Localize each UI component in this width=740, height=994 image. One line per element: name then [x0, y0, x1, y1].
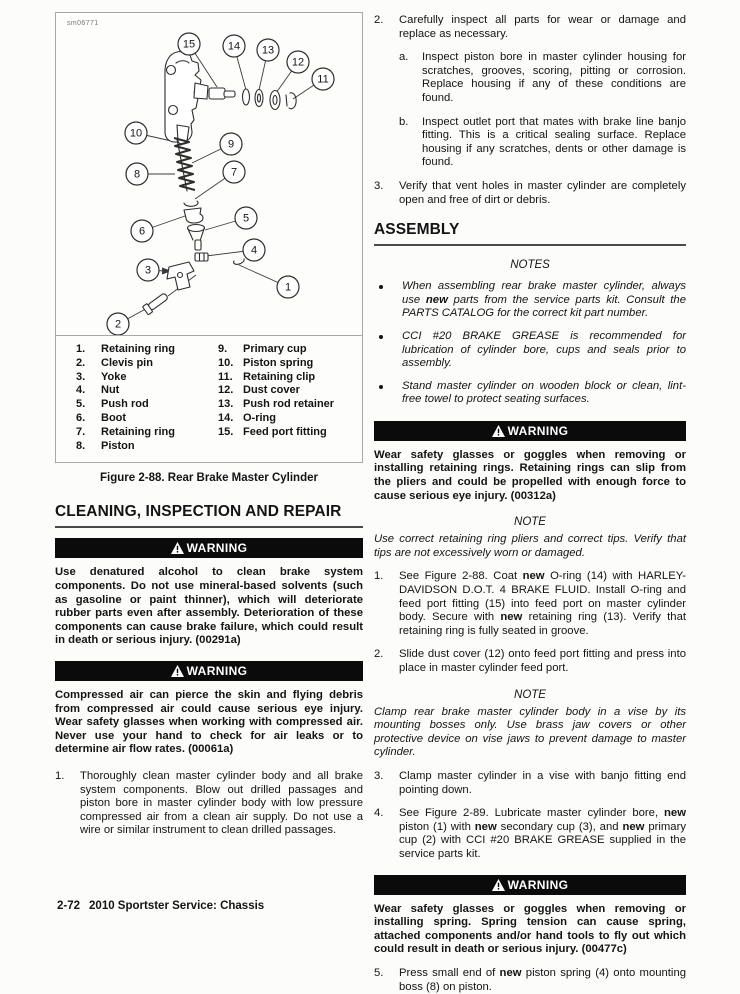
part-name: Retaining ring	[101, 343, 175, 355]
part-name: O-ring	[243, 411, 276, 424]
step-text: Clamp master cylinder in a vise with banjo fitting end pointing down.	[399, 769, 686, 796]
numbered-step: 5. Press small end of new piston spring (4) onto mounting boss (8) on piston.	[374, 966, 687, 993]
callout	[126, 163, 148, 185]
feed-port-fitting-parts	[209, 88, 296, 110]
part-item: 6. Boot	[76, 411, 127, 424]
page-footer	[57, 900, 264, 912]
warning-text: Use denatured alcohol to clean brake system components. Do not use mineral-based solvents (such as gasoline or paint thinner), which will deteriorate rubber parts even after assembly. Deterioration of these components can cause brake failure, which could result in death or serious injury. (00291a)	[55, 566, 363, 647]
warning-banner	[374, 875, 686, 895]
figure-code: sm06771	[67, 20, 99, 27]
parts-column-2	[218, 343, 362, 453]
svg-text:1: 1	[284, 281, 292, 294]
part-item: 10. Piston spring	[218, 356, 314, 369]
warning-triangle-icon	[492, 879, 505, 891]
step-text: Slide dust cover (12) onto feed port fitting and press into place in master cylinder feed port.	[399, 648, 686, 674]
note-label: NOTE	[514, 688, 546, 701]
svg-text:8: 8	[133, 168, 141, 181]
svg-text:11: 11	[317, 73, 329, 86]
callout	[223, 35, 245, 57]
part-name: Primary cup	[243, 343, 307, 355]
svg-text:2: 2	[114, 318, 122, 331]
part-name: Feed port fitting	[243, 425, 327, 438]
warning-label: WARNING	[507, 423, 569, 438]
svg-text:14: 14	[227, 40, 241, 53]
part-name: Yoke	[101, 370, 127, 383]
part-name: Push rod retainer	[243, 398, 335, 411]
svg-text:10: 10	[129, 127, 143, 140]
part-name: Boot	[101, 411, 127, 424]
retaining-ring-7	[184, 201, 198, 206]
right-column	[374, 12, 687, 993]
clevis-pin-2	[142, 291, 169, 314]
part-item: 7. Retaining ring	[76, 425, 175, 438]
svg-text:4: 4	[250, 244, 258, 257]
note-bullet	[374, 380, 686, 407]
part-item: 2. Clevis pin	[76, 356, 153, 369]
step-text: Thoroughly clean master cylinder body and all brake system components. Blow out drilled passages and piston bore in master cylinder body with low pressure compressed air from a clean air supply. Do not use a wire or similar instrument to clean drilled passages.	[80, 769, 363, 837]
warning-triangle-icon	[171, 542, 184, 554]
svg-text:9: 9	[227, 138, 235, 151]
numbered-step: 1. See Figure 2-88. Coat new O-ring (14) with HARLEY-DAVIDSON D.O.T. 4 BRAKE FLUID. Install O-ring and feed port fitting (15) into feed port on master cylinder body. Secure with new retaining ring (13). Verify that retaining ring is fully seated in groove.	[374, 570, 686, 637]
callout	[220, 133, 242, 155]
part-item: 9. Primary cup	[218, 343, 307, 355]
svg-text:6: 6	[138, 225, 146, 238]
left-column	[55, 12, 363, 955]
svg-text:7: 7	[230, 166, 238, 179]
substep-text: Inspect piston bore in master cylinder housing for scratches, grooves, scoring, pitting or corrosion. Replace housing if any of these conditions are found.	[422, 51, 686, 104]
svg-text:13: 13	[261, 44, 275, 57]
svg-text:15: 15	[182, 38, 196, 51]
part-item: 15. Feed port fitting	[218, 425, 327, 438]
bullet-text: When assembling rear brake master cylinder, always use new parts from the service parts kit. Consult the PARTS CATALOG for the correct kit part number.	[402, 280, 686, 320]
lettered-substep: b. Inspect outlet port that mates with brake line banjo fitting. This is a critical sealing surface. Replace housing if any scratches, dents or other damage is found.	[399, 115, 686, 169]
callout	[178, 33, 200, 55]
numbered-step: 2. Slide dust cover (12) onto feed port fitting and press into place in master cylinder feed port.	[374, 648, 686, 674]
note-label: NOTE	[514, 516, 546, 529]
numbered-step: 3. Clamp master cylinder in a vise with banjo fitting end pointing down.	[374, 769, 686, 796]
note-bullet	[374, 280, 686, 321]
numbered-step: 2. Carefully inspect all parts for wear or damage and replace as necessary.	[374, 14, 686, 40]
callout	[125, 122, 147, 144]
callout	[243, 239, 265, 261]
part-item: 1. Retaining ring	[76, 343, 175, 355]
part-item: 8. Piston	[76, 439, 135, 452]
part-item: 12. Dust cover	[218, 384, 300, 397]
bullet-dot-icon	[379, 335, 383, 339]
part-item: 13. Push rod retainer	[218, 398, 335, 411]
part-item: 5. Push rod	[76, 398, 149, 411]
part-item: 11. Retaining clip	[218, 370, 316, 383]
part-name: Dust cover	[243, 384, 300, 397]
svg-text:3: 3	[144, 264, 152, 277]
boot-6	[184, 208, 203, 223]
bullet-dot-icon	[379, 385, 383, 389]
note-text: Clamp rear brake master cylinder body in a vise by its mounting bosses only. Use brass jaw covers or other protective device on vise jaws to prevent damage to master cylinder.	[374, 705, 686, 759]
footer-title: 2010 Sportster Service: Chassis	[89, 900, 265, 912]
callout	[223, 161, 245, 183]
callout	[235, 207, 257, 229]
callout	[257, 39, 279, 61]
part-name: Piston	[101, 439, 135, 452]
callout	[312, 68, 334, 90]
push-rod-5	[188, 225, 205, 251]
figure-box	[55, 12, 363, 463]
parts-column-1	[76, 343, 218, 453]
step-text: Carefully inspect all parts for wear or damage and replace as necessary.	[399, 14, 686, 40]
svg-text:12: 12	[291, 56, 305, 69]
warning-label: WARNING	[186, 541, 248, 556]
exploded-diagram-rear-brake-master-cylinder	[56, 13, 362, 335]
step-text: Verify that vent holes in master cylinder are completely open and free of dirt or debris.	[399, 179, 686, 206]
part-name: Retaining ring	[101, 425, 175, 438]
numbered-step: 4. See Figure 2-89. Lubricate master cylinder bore, new piston (1) with new secondary cup (3), and new primary cup (2) with CCI #20 BRAKE GREASE supplied in the service parts kit.	[374, 807, 687, 860]
lettered-substep: a. Inspect piston bore in master cylinder housing for scratches, grooves, scoring, pitting or corrosion. Replace housing if any of these conditions are found.	[399, 51, 686, 104]
numbered-step: 1. Thoroughly clean master cylinder body and all brake system components. Blow out drilled passages and piston bore in master cylinder body with low pressure compressed air from a clean air supply. Do not use a wire or similar instrument to clean drilled passages.	[55, 769, 363, 837]
warning-banner	[374, 421, 686, 441]
parts-list	[56, 335, 362, 462]
step-text: See Figure 2-89. Lubricate master cylinder bore, new piston (1) with new secondary cup (3), and new primary cup (2) with CCI #20 BRAKE GREASE supplied in the service parts kit.	[399, 807, 687, 860]
warning-text: Wear safety glasses or goggles when removing or installing retaining rings. Retaining rings can slip from the pliers and could be propelled with enough force to cause serious eye injury. (00312a)	[374, 448, 686, 502]
retaining-ring-1	[234, 259, 245, 264]
part-item: 3. Yoke	[76, 370, 127, 383]
note-text: Use correct retaining ring pliers and correct tips. Verify that tips are not excessively worn or damaged.	[374, 533, 686, 559]
piston-spring	[174, 138, 195, 191]
warning-banner	[55, 661, 363, 681]
warning-text: Compressed air can pierce the skin and flying debris from compressed air could cause serious eye injury. Wear safety glasses when working with compressed air. Never use your hand to check for air leaks or to determine air flow rates. (00061a)	[55, 688, 363, 756]
section-heading-assembly: ASSEMBLY	[374, 221, 686, 246]
svg-text:5: 5	[242, 212, 250, 225]
part-item: 14. O-ring	[218, 411, 276, 424]
nut-4	[195, 253, 208, 261]
part-name: Retaining clip	[243, 370, 316, 383]
warning-triangle-icon	[492, 425, 505, 437]
callout	[107, 313, 129, 335]
part-name: Piston spring	[243, 356, 314, 369]
section-heading-cleaning: CLEANING, INSPECTION AND REPAIR	[55, 503, 363, 528]
callout	[287, 51, 309, 73]
page-number: 2-72	[57, 900, 81, 912]
callout	[277, 276, 299, 298]
bullet-text: CCI #20 BRAKE GREASE is recommended for lubrication of cylinder bore, cups and seals prior to assembly.	[402, 329, 686, 370]
warning-triangle-icon	[171, 665, 184, 677]
figure-caption: Figure 2-88. Rear Brake Master Cylinder	[100, 472, 318, 485]
part-name: Push rod	[101, 398, 149, 411]
bullet-dot-icon	[379, 285, 383, 289]
notes-label: NOTES	[510, 259, 550, 272]
step-text: See Figure 2-88. Coat new O-ring (14) with HARLEY-DAVIDSON D.O.T. 4 BRAKE FLUID. Install O-ring and feed port fitting (15) into feed port on master cylinder body. Secure with new retaining ring (13). Verify that retaining ring is fully seated in groove.	[399, 570, 686, 637]
warning-label: WARNING	[186, 663, 248, 678]
step-text: Press small end of new piston spring (4) onto mounting boss (8) on piston.	[399, 966, 687, 993]
callout	[131, 220, 153, 242]
warning-banner	[55, 538, 363, 558]
master-cylinder-body	[165, 52, 208, 144]
part-item: 4. Nut	[76, 384, 120, 397]
note-bullet	[374, 330, 686, 371]
warning-text: Wear safety glasses or goggles when removing or installing spring. Spring tension can cause spring, attached components and/or hand tools to fly out which could result in death or serious injury. (00477c)	[374, 902, 686, 956]
numbered-step: 3. Verify that vent holes in master cylinder are completely open and free of dirt or debris.	[374, 179, 686, 206]
part-name: Clevis pin	[101, 356, 153, 369]
callout	[137, 259, 159, 281]
yoke-3	[167, 262, 194, 290]
part-name: Nut	[101, 384, 120, 397]
bullet-text: Stand master cylinder on wooden block or clean, lint-free towel to protect seating surfaces.	[402, 379, 686, 406]
substep-text: Inspect outlet port that mates with brake line banjo fitting. This is a critical sealing surface. Replace housing if any scratches, dents or other damage is found.	[422, 115, 686, 169]
warning-label: WARNING	[507, 877, 569, 892]
